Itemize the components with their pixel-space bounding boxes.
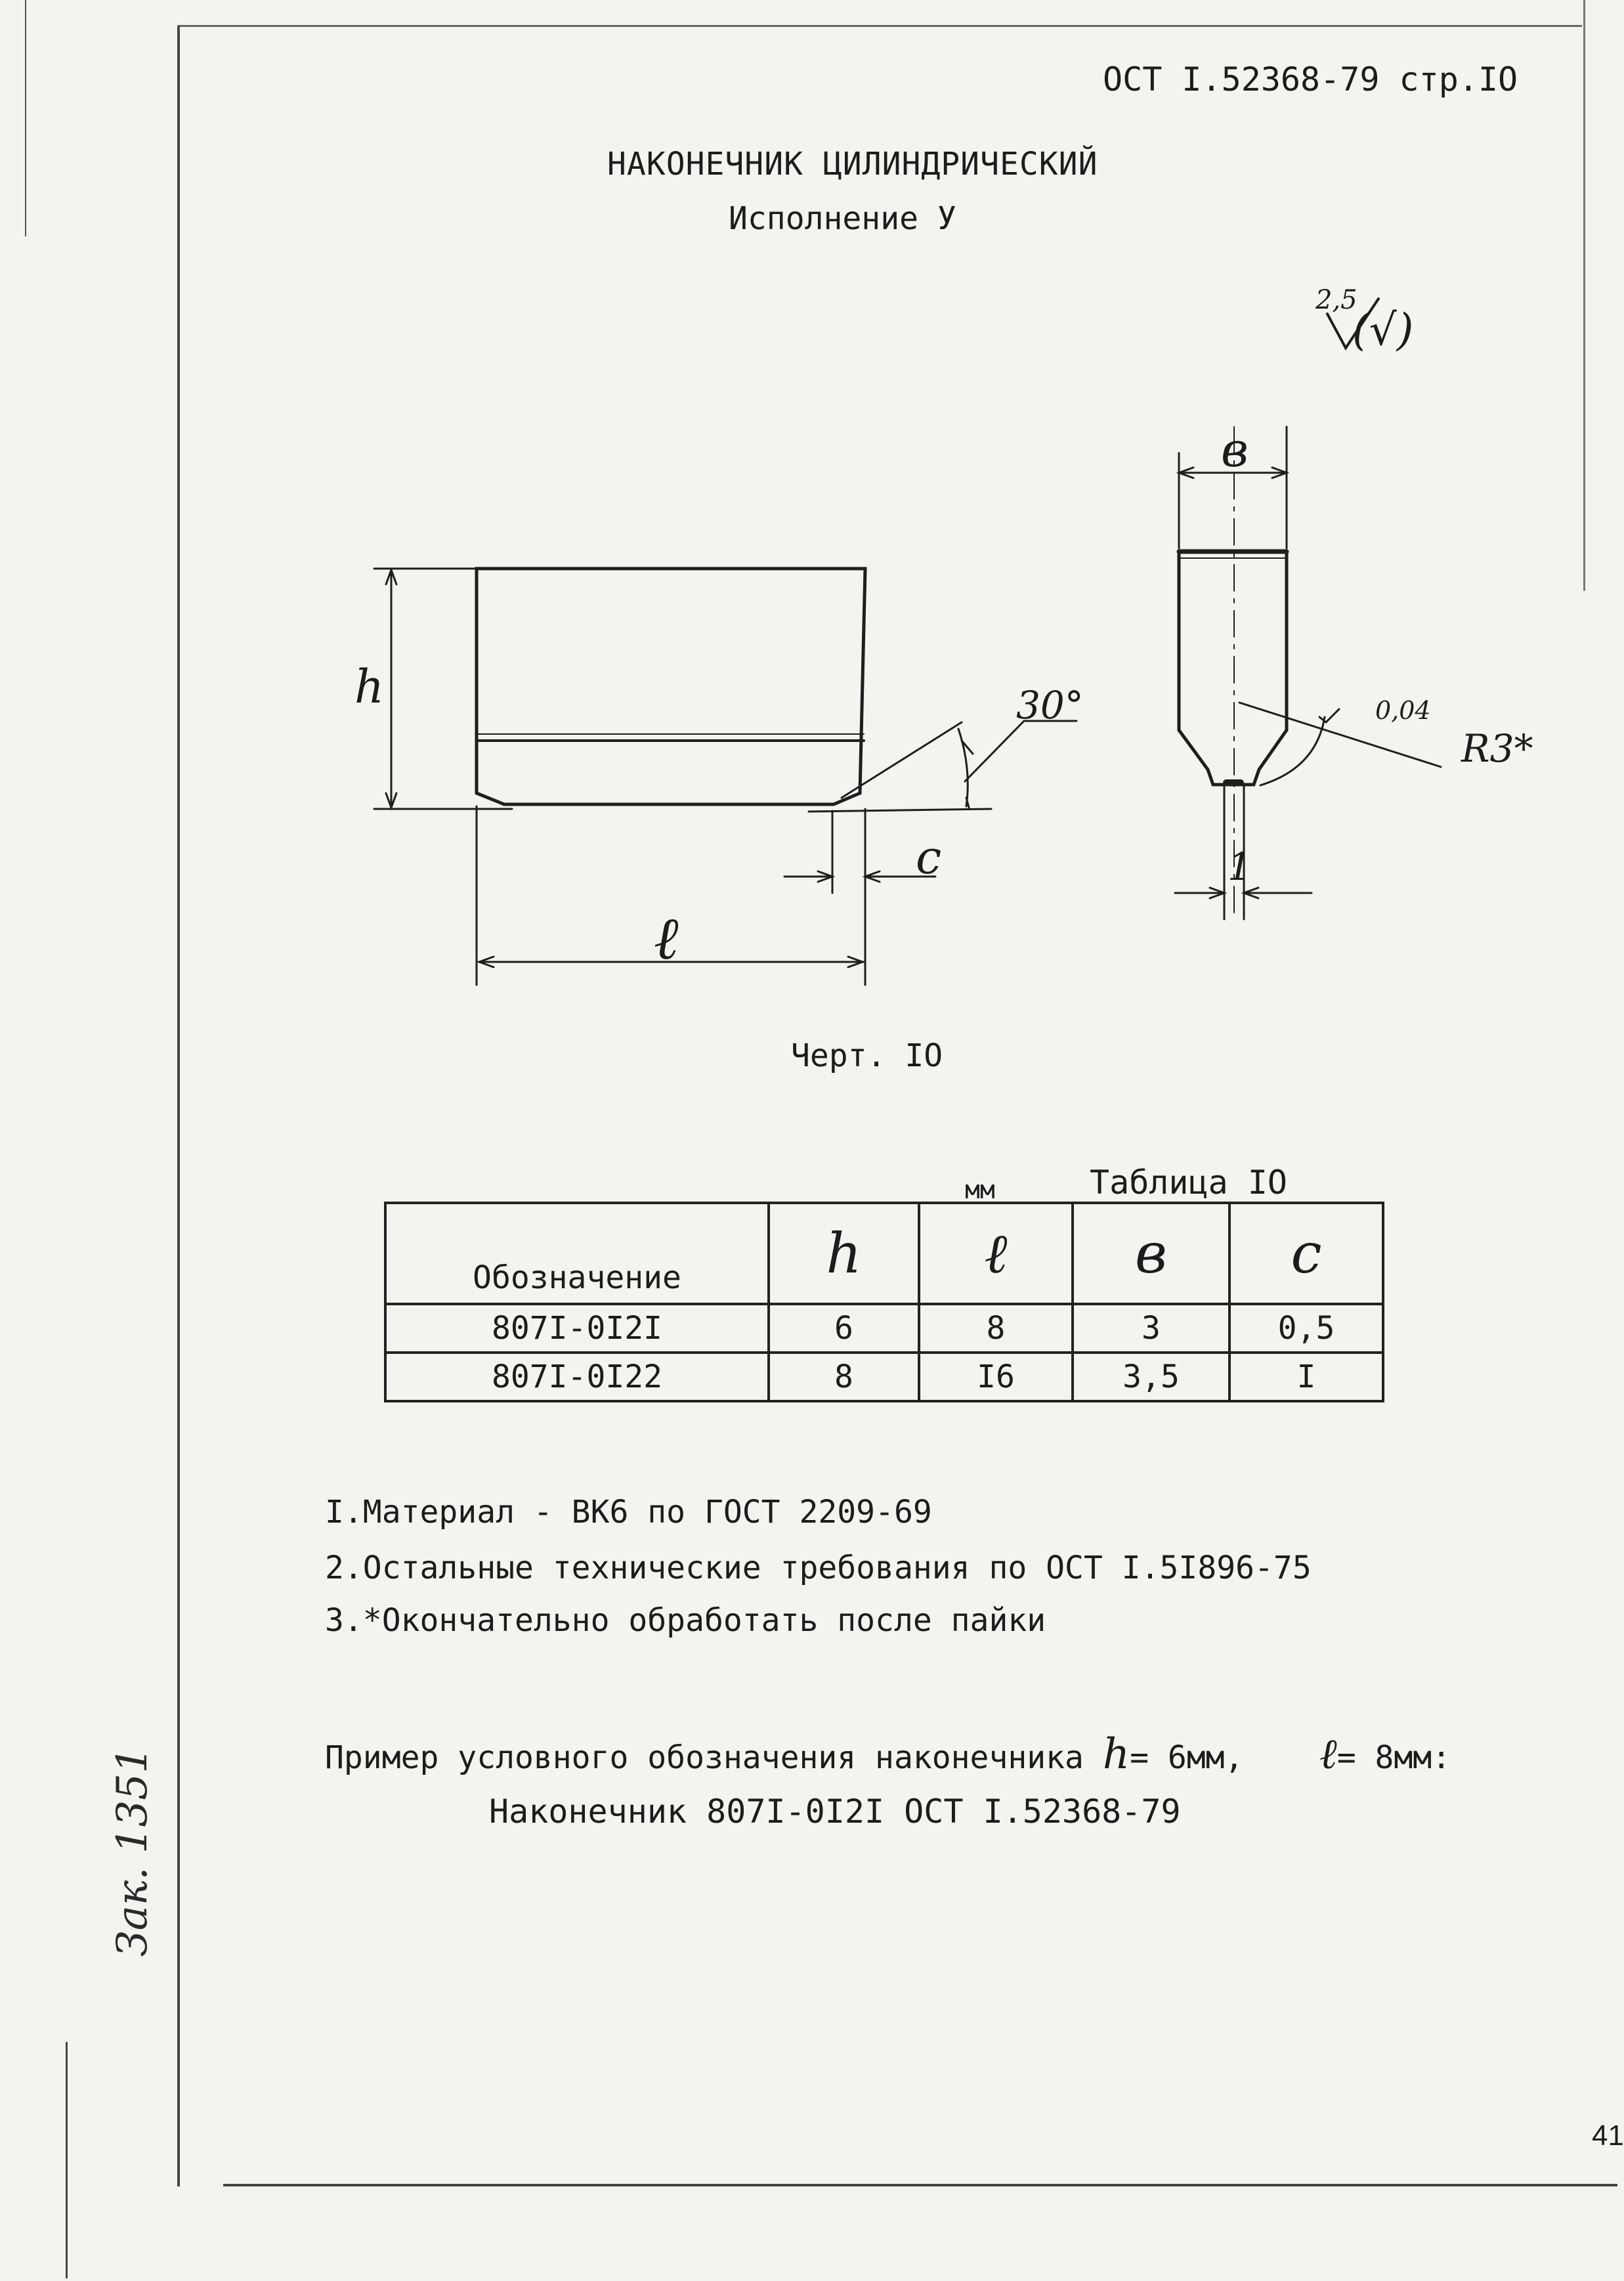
table-cell: 3,5 xyxy=(1073,1353,1229,1401)
table-cell: 807I-0I2I xyxy=(385,1304,769,1353)
roughness-paren: (√) xyxy=(1352,305,1414,355)
drawing-caption: Черт. IO xyxy=(791,1037,943,1074)
table-cell: I6 xyxy=(919,1353,1073,1401)
table-cell: 807I-0I22 xyxy=(385,1353,769,1401)
handwritten-order-note: Зак. 1351 xyxy=(108,1747,157,1957)
dim-one-label: 1 xyxy=(1228,844,1252,889)
table-header-row xyxy=(385,1203,1383,1304)
table-row xyxy=(385,1353,1383,1401)
radius-label: R3* xyxy=(1461,726,1533,771)
note-material: I.Материал - ВК6 по ГОСТ 2209-69 xyxy=(325,1494,932,1531)
dim-b-label: в xyxy=(1221,422,1249,477)
header-c: c xyxy=(1229,1203,1383,1304)
angle-label: 30° xyxy=(1016,683,1084,728)
example-prefix: Пример условного обозначения наконечника xyxy=(325,1739,1084,1776)
table-units: мм xyxy=(965,1175,995,1204)
roughness-value: 2,5 xyxy=(1315,285,1357,315)
example-h-value: = 6мм, xyxy=(1130,1739,1244,1776)
table-cell: I xyxy=(1229,1353,1383,1401)
header-h: h xyxy=(769,1203,919,1304)
example-l-value: = 8мм: xyxy=(1336,1739,1451,1776)
dim-l-label: ℓ xyxy=(654,904,679,973)
table-cell: 8 xyxy=(919,1304,1073,1353)
table-cell: 0,5 xyxy=(1229,1304,1383,1353)
header-designation: Обозначение xyxy=(385,1203,769,1304)
dim-c-label: c xyxy=(916,831,942,884)
example-designation: Наконечник 807I-0I2I ОСТ I.52368-79 xyxy=(489,1792,1181,1831)
note-finishing: 3.*Окончательно обработать после пайки xyxy=(325,1602,1046,1639)
dim-h-label: h xyxy=(354,660,385,714)
tip-side-outline xyxy=(1179,552,1287,785)
table-cell: 3 xyxy=(1073,1304,1229,1353)
document-title: НАКОНЕЧНИК ЦИЛИНДРИЧЕСКИЙ xyxy=(607,146,1098,183)
header-b: в xyxy=(1073,1203,1229,1304)
example-l-symbol: ℓ xyxy=(1319,1730,1337,1779)
document-code: ОСТ I.52368-79 стр.IO xyxy=(1103,60,1518,98)
table-cell: 8 xyxy=(769,1353,919,1401)
header-l: ℓ xyxy=(919,1203,1073,1304)
page-number: 41 xyxy=(1592,2119,1624,2152)
note-requirements: 2.Остальные технические требования по ОСТ I.5I896-75 xyxy=(325,1550,1312,1586)
table-row xyxy=(385,1304,1383,1353)
example-h-symbol: h xyxy=(1102,1730,1130,1779)
example-line xyxy=(325,1730,1451,1779)
tolerance-label: 0,04 xyxy=(1375,696,1431,725)
specification-table xyxy=(384,1202,1384,1402)
tip-front-outline xyxy=(477,569,865,804)
document-subtitle: Исполнение У xyxy=(729,200,956,237)
table-cell: 6 xyxy=(769,1304,919,1353)
table-title: Таблица IO xyxy=(1090,1163,1288,1202)
